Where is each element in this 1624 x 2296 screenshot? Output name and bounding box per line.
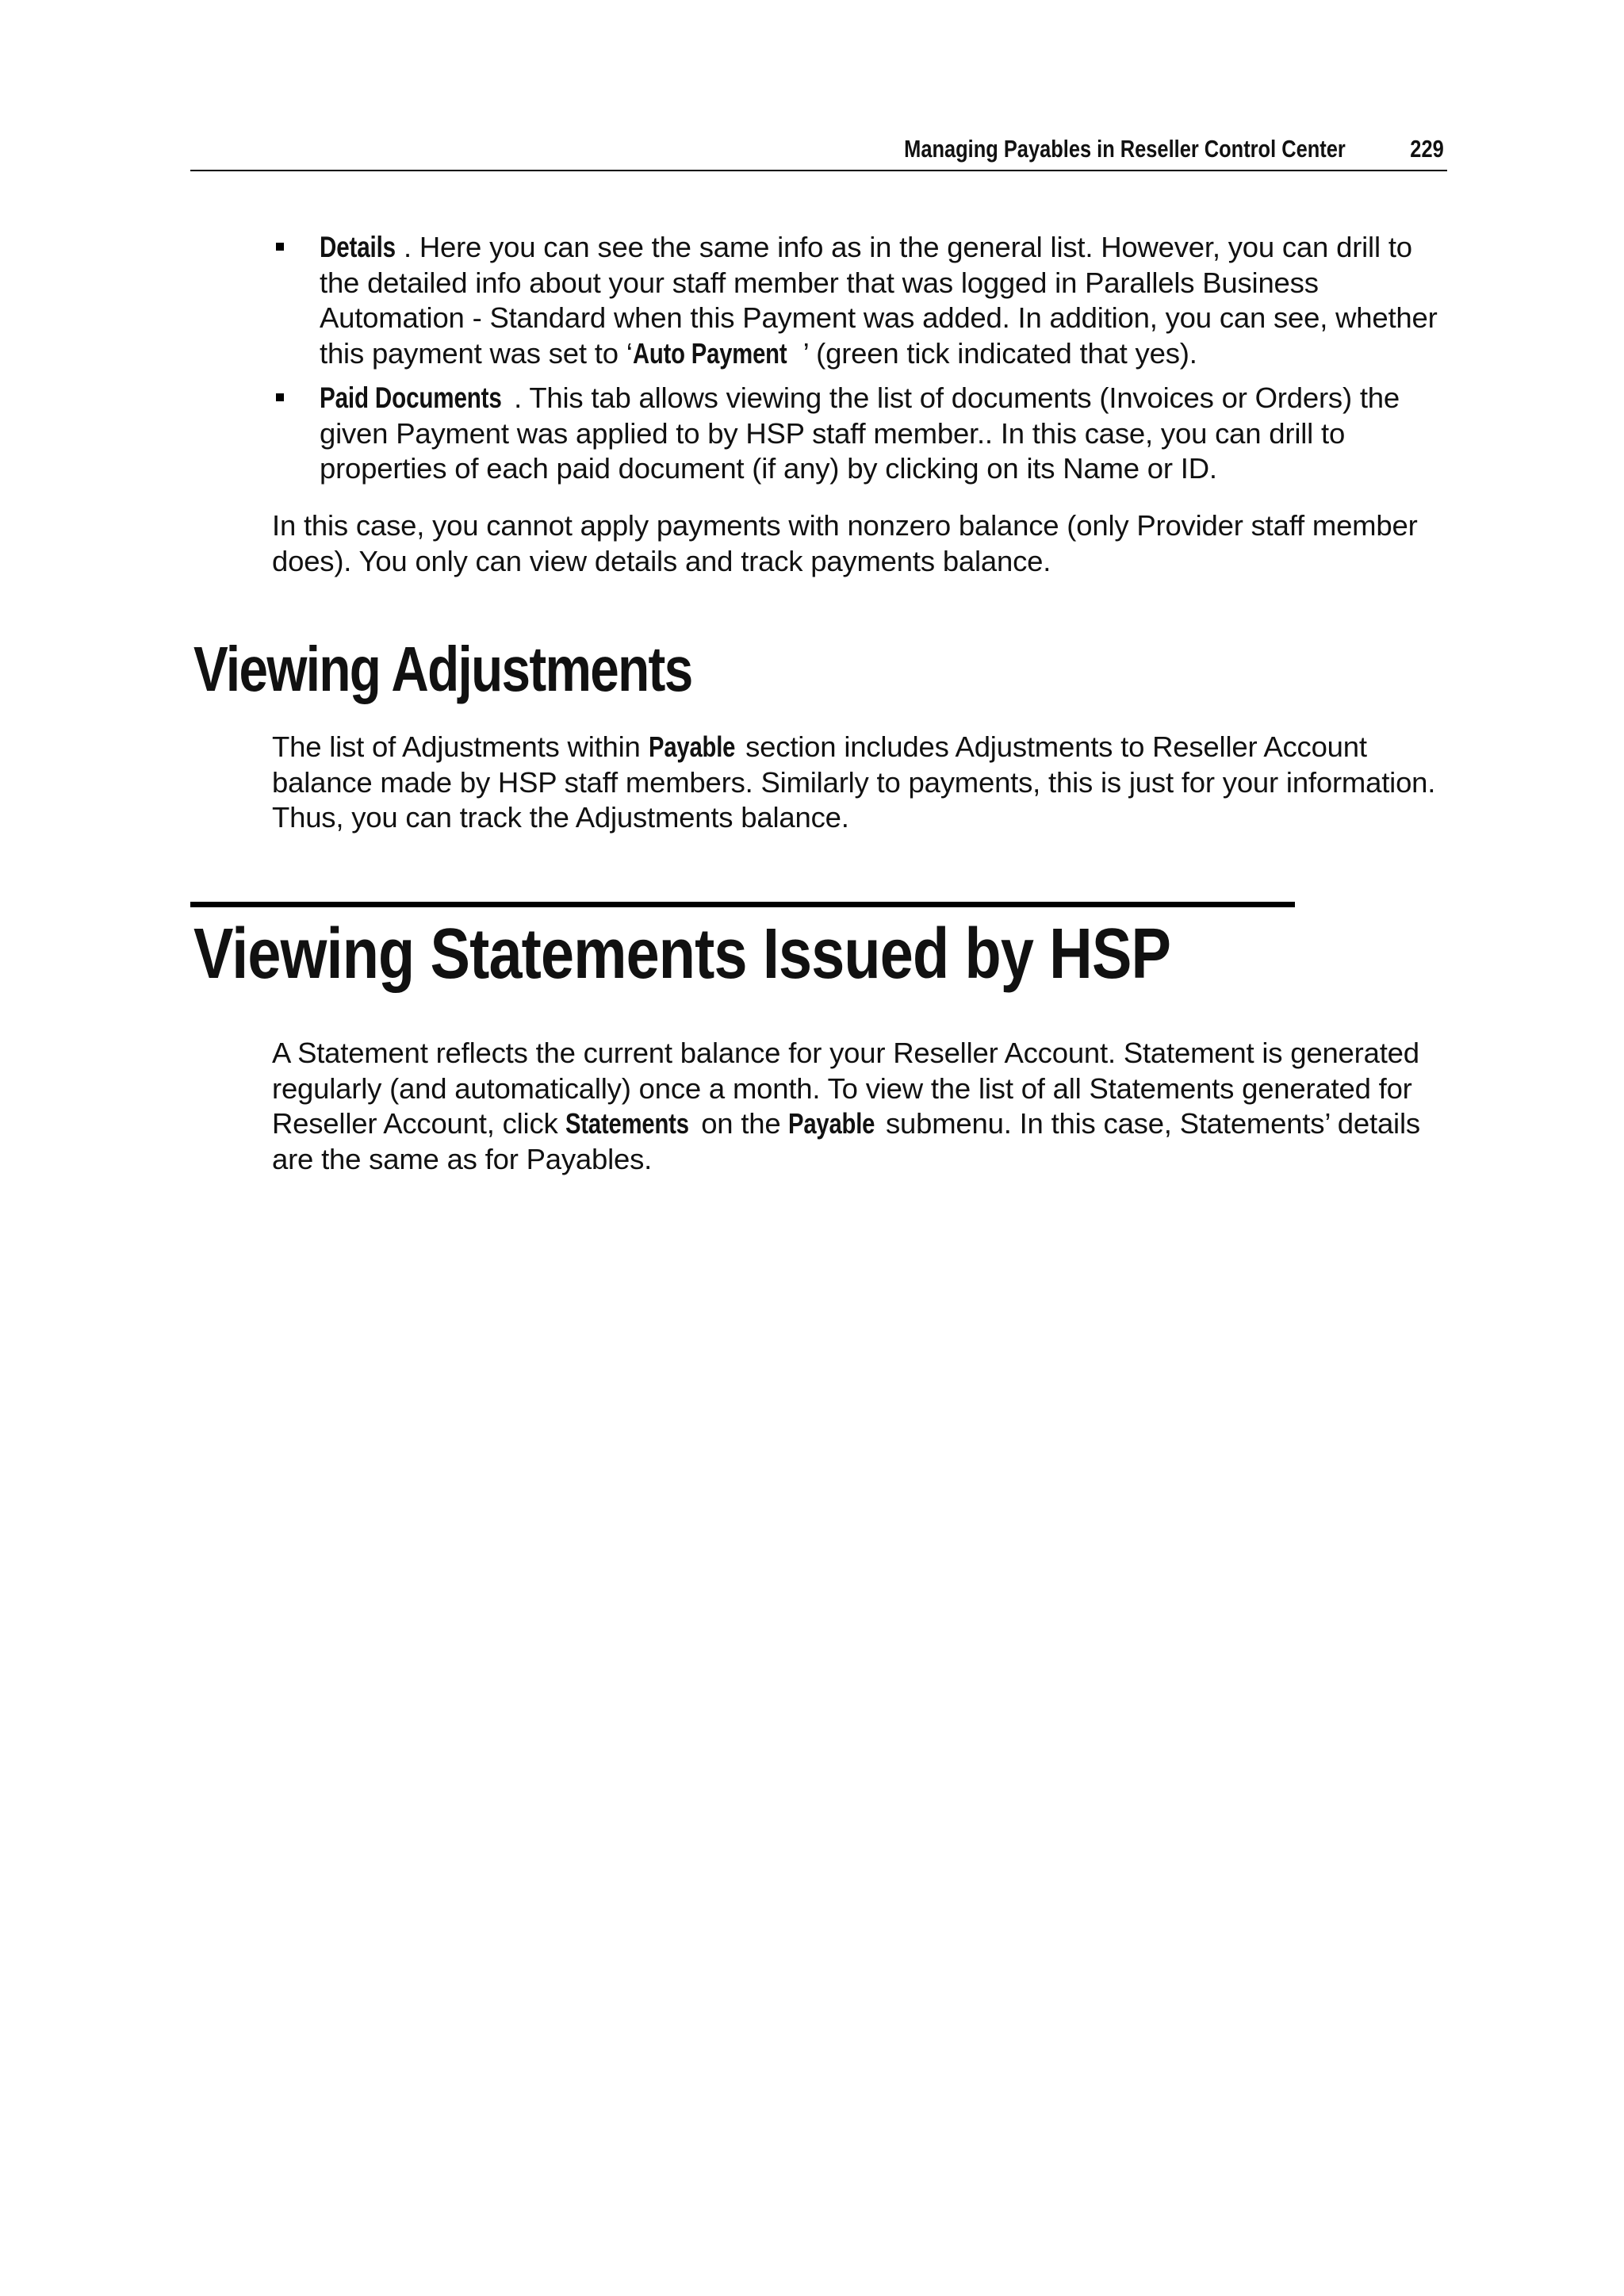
details-text-before: . Here you can see the same info as in the general list. However, you can drill to the detailed info about your staff member that was logged in Parallels Business Automation - Standard when this Payment was added. In addition, you can see, whether this payment was set to ‘	[320, 231, 1438, 370]
paid-documents-text: . This tab allows viewing the list of documents (Invoices or Orders) the given Payment was applied to by HSP staff member.. In this case, you can drill to properties of each paid document (if any) by clicking on its Name or ID.	[320, 381, 1400, 485]
chapter-heading-statements: Viewing Statements Issued by HSP	[193, 914, 1171, 994]
payable-label: Payable	[648, 730, 735, 763]
square-bullet-icon	[276, 393, 284, 401]
statements-label: Statements	[565, 1107, 690, 1140]
statements-paragraph	[272, 1036, 1454, 1177]
square-bullet-icon	[276, 243, 284, 251]
payments-note-paragraph: In this case, you cannot apply payments with nonzero balance (only Provider staff member does). You only can view details and track payments balance.	[272, 509, 1418, 577]
section-heading-adjustments: Viewing Adjustments	[193, 634, 692, 704]
details-text-after: ’ (green tick indicated that yes).	[802, 336, 1197, 370]
statements-text-2: on the	[693, 1107, 789, 1140]
running-title: Managing Payables in Reseller Control Center	[904, 135, 1346, 163]
payable-submenu-label: Payable	[788, 1107, 875, 1140]
auto-payment-label: Auto Payment	[632, 336, 787, 370]
adjustments-text-after: section includes Adjustments to Reseller Account balance made by HSP staff members. Similarly to payments, this is just for your information. Thus, you can track the Adjustments balance.	[272, 730, 1436, 834]
statements-text-1: A Statement reflects the current balance for your Reseller Account. Statement is generated regularly (and automatically) once a month. To view the list of all Statements generated for Reseller Account, click	[272, 1037, 1419, 1140]
details-label: Details	[320, 231, 396, 263]
paid-documents-label: Paid Documents	[320, 381, 502, 414]
tab-description-list	[272, 230, 1454, 496]
page-header	[190, 133, 1447, 171]
chapter-rule	[190, 902, 1295, 907]
adjustments-text-before: The list of Adjustments within	[272, 730, 649, 763]
statements-text-3: submenu. In this case, Statements’ details are the same as for Payables.	[272, 1107, 1420, 1175]
list-item-details	[272, 230, 1454, 371]
page-number: 229	[1410, 135, 1444, 163]
adjustments-paragraph	[272, 730, 1454, 836]
list-item-paid-documents	[272, 381, 1454, 487]
